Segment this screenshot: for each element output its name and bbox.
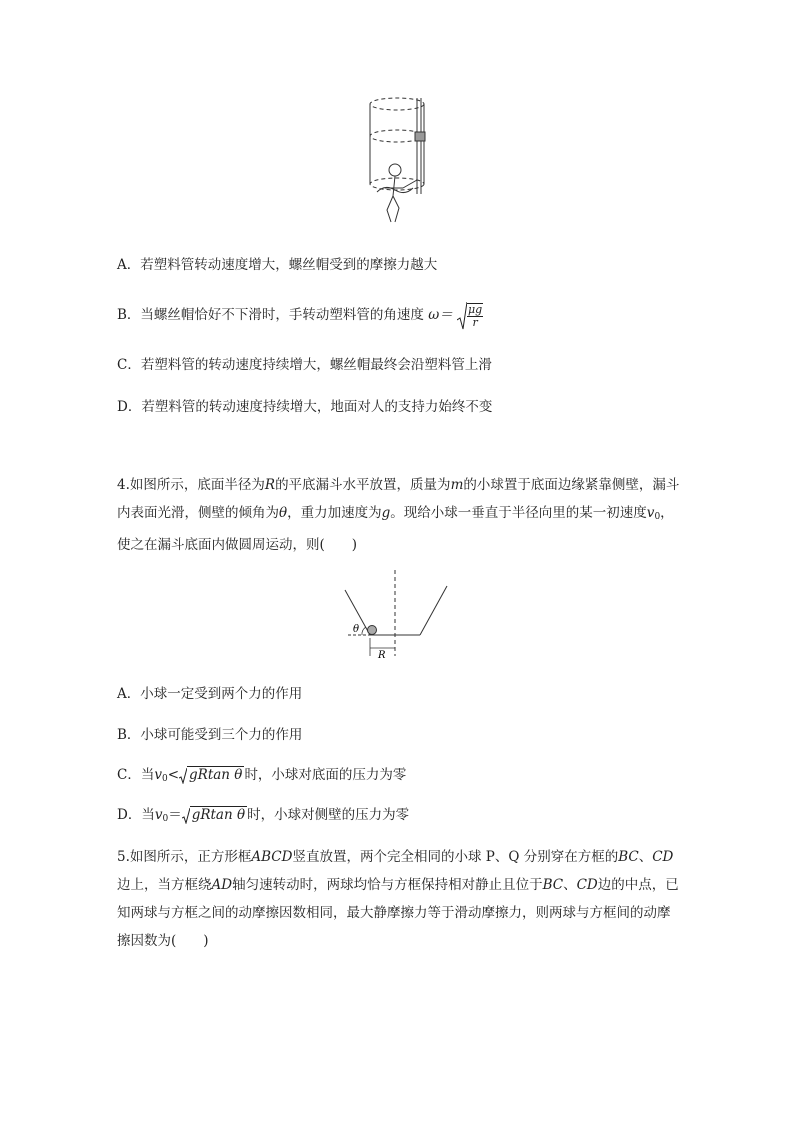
q4-option-d (117, 806, 409, 828)
radical-sign-icon (179, 768, 187, 784)
q5-stem-text: 边上，当方框绕 (117, 877, 212, 893)
var-AD: AD (211, 877, 233, 893)
var-v-subscript: 0 (162, 814, 169, 824)
q3-option-b-text: B．当螺丝帽恰好不下滑时，手转动塑料管的角速度 (117, 307, 424, 323)
q3-option-d: D．若塑料管的转动速度持续增大，地面对人的支持力始终不变 (117, 399, 493, 415)
q3-option-a: A．若塑料管转动速度增大，螺丝帽受到的摩擦力越大 (117, 257, 438, 273)
var-CD: CD (652, 849, 674, 865)
funnel-figure (340, 568, 455, 658)
omega-symbol: ω＝ (428, 307, 453, 323)
q4-option-c-text: 时，小球对底面的压力为零 (244, 767, 407, 783)
q5-stem-text: 竖直放置，两个完全相同的小球 P、Q 分别穿在方框的 (292, 849, 619, 865)
q4-stem-text: 的小球置于底面边缘紧靠侧壁，漏斗内表面光滑，侧壁的倾角为 (117, 477, 680, 521)
var-m: m (450, 477, 464, 493)
var-v: v (154, 767, 162, 783)
q3-option-b (117, 300, 483, 331)
q4-option-b: B．小球可能受到三个力的作用 (117, 727, 303, 743)
q4-option-d-text: 时，小球对侧壁的压力为零 (247, 807, 410, 823)
equals: ＝ (168, 807, 182, 823)
q4-option-c-text: C．当 (117, 767, 155, 783)
var-v: v (646, 505, 655, 521)
R-label: R (378, 650, 386, 658)
separator: 、 (563, 877, 577, 893)
sqrt-radicand: gRtan θ (189, 767, 243, 783)
var-v: v (154, 807, 163, 823)
sqrt-expression (457, 301, 483, 331)
fraction-denominator: r (472, 316, 478, 329)
q4-stem-text: 。现给小球一垂直于半径向里的某一初速度 (390, 505, 647, 521)
radical-sign-icon (182, 808, 190, 824)
var-g: g (381, 505, 391, 521)
q4-option-d-text: D．当 (117, 807, 155, 823)
tube-rotation-figure (355, 92, 445, 242)
var-BC: BC (542, 877, 564, 893)
q4-stem-text: 4.如图所示，底面半径为 (117, 477, 265, 493)
q4-stem-text: ，使之在漏斗底面内做圆周运动，则( ) (117, 505, 674, 553)
q5-stem-text: 边的中点，已知两球与方框之间的动摩擦因数相同，最大静摩擦力等于滑动摩擦力，则两球与方框间的动摩擦因数为( ) (117, 877, 679, 949)
q4-stem-text: ，重力加速度为 (287, 505, 382, 521)
radical-sign-icon (457, 302, 467, 330)
q4-stem-text: 的平底漏斗水平放置，质量为 (275, 477, 451, 493)
q3-option-c: C．若塑料管的转动速度持续增大，螺丝帽最终会沿塑料管上滑 (117, 357, 492, 373)
fraction-numerator: μg (468, 303, 483, 316)
q4-stem (117, 471, 681, 559)
theta-label: θ (353, 624, 360, 635)
var-v-subscript: 0 (161, 774, 168, 784)
q5-stem-text: 轴匀速转动时，两球均恰与方框保持相对静止且位于 (232, 877, 543, 893)
q4-option-a: A．小球一定受到两个力的作用 (117, 686, 303, 702)
q5-stem-text: 5.如图所示，正方形框 (117, 849, 252, 865)
q4-option-c (117, 766, 406, 788)
less-than: < (167, 767, 180, 783)
q5-stem (117, 843, 681, 955)
var-v-subscript: 0 (654, 512, 661, 522)
sqrt-radicand: gRtan θ (191, 807, 246, 823)
var-R: R (264, 477, 276, 493)
var-ABCD: ABCD (251, 849, 293, 865)
var-theta: θ (279, 505, 288, 521)
separator: 、 (638, 849, 653, 865)
var-BC: BC (618, 849, 639, 865)
var-CD: CD (576, 877, 598, 893)
